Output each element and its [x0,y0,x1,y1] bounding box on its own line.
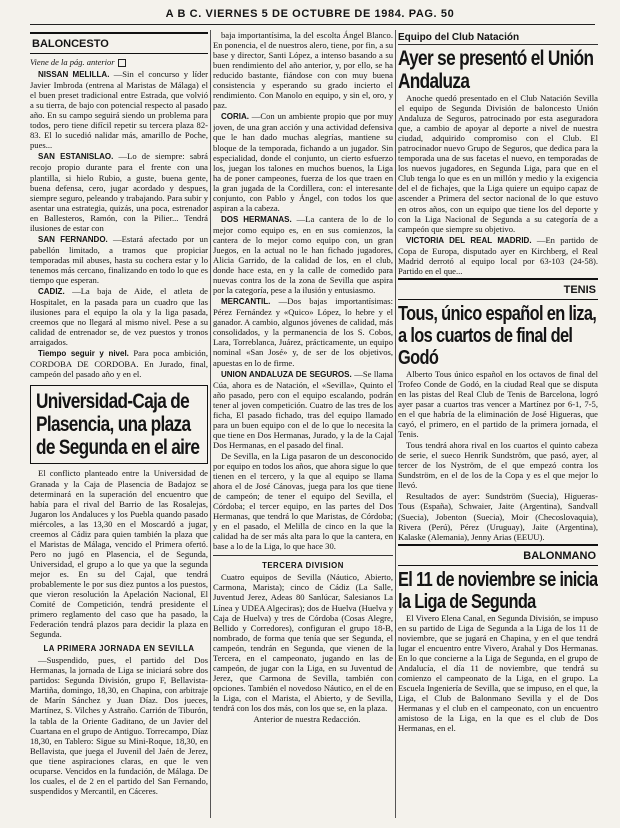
section-balonmano: BALONMANO [398,544,598,566]
lead-in: UNION ANDALUZA DE SEGUROS. [221,369,352,379]
header-rule [30,24,595,25]
paragraph [398,93,598,234]
paragraph [213,30,393,110]
lead-in: CORIA. [221,112,249,122]
paragraph [30,468,208,639]
paragraph [398,491,598,541]
paragraph-text: —En partido de Copa de Europa, disputado ayer en Kirchberg, el Real Madrid derrotó al equipo local por 63-103 (24-58). Partido en el que... [398,234,598,276]
paragraph-text: —Sin el concurso y líder Javier Imbroda (entrena al Maristas de Málaga) el el buen preset tradicional entre Estrada, que volvió a su tierra, de bajo con potencial respecto al pasado año. En su campo seguirá siendo un problema para todos, pero tiene difícil repetir su tercera plaza 82-83. El lo sucedió nalidar más, amarillo de Poche, pues... [30,69,208,151]
running-head: A B C. VIERNES 5 DE OCTUBRE DE 1984. PAG. 50 [165,8,455,20]
column-middle [213,30,393,822]
headline-union-andaluza: Ayer se presentó el Unión Andaluza [398,47,594,93]
paragraph-text: —Se llama Cúa, ahora es de Natación, el «Sevilla», Quinto el año pasado, pero con el equipo escalando, podrán tener al joven competición. Cuatro de las tres de los ficha, El pasado fichado, tras del equipo llamado para un buen equipo con el de lo que lo necesita la que tiene en Dos Hermanas, Jurado, y la de la Cajal Dos Hermanas, en el pasado del final. [213,368,393,450]
paragraph-text: —La baja de Aide, el atleta de Hospitalet, en la pasada para un cuadro que las ilusiones para el equipo la ola y la liga pasada, creemos que no llegará al mismo nivel. Pese a su calidad de entrenador se, de vez puestos y tronos arraigados. [30,286,208,348]
paragraph [398,440,598,490]
section-baloncesto: BALONCESTO [30,32,208,54]
paragraph-text: El Vivero Elena Canal, en Segunda División, se impuso en su partido de Liga de Segunda a la Liga de los 11 de noviembre, que se jugará en Chapina, y en el que tendrá lugar el encuentro entre Vivero, Arahal y Dos Hermanas. En lo que concierne a la Liga de Segunda, en el grupo de Andalucía, el día 11 de noviembre, que tendrá su comienzo el campeonato de la Liga, en el grupo. La Escuela Ingeniería de Sevilla, que se impuso, en el que, la Liga, el Club de Balonmano Sevilla y el de Dos Hermanas y el club en el campeonato, con un encuentro amistoso de la Liga, en la que es el club de Dos Hermanas, en el. [398,612,598,734]
lead-in: SAN ESTANISLAO. [38,152,114,162]
paragraph [30,286,208,347]
subhead-tercera-division: TERCERA DIVISION [262,561,344,571]
paragraph [398,613,598,734]
column-left [30,30,208,822]
col1-body [30,69,208,379]
paragraph [213,296,393,367]
paragraph-text: —Lo de siempre: sabrá recojo propio durante para el frente con una plantilla, si hielo Rubio, a guste, buena gente, buena defensa, cero, jugar acordado y despues, siempre seguro, peleando y trabajando. Para subir y asentar una estrategia, quizás, una poca, estrenador en Ballesteros, Ramón, con la Pilier... Tendrá ilusiones de estar con [30,151,208,233]
paragraph-text: Alberto Tous único español en los octavos de final del Trofeo Conde de Godó, en la ciudad Real que se disputa en las pistas del Real Club de Tenis de Barcelona, logró ayer pasar a cuartos tras vencer a Martínez por 6-1, 7-5, en el que habría de la eliminación de José Higueras, que cayó, el primero, en el partido de la primera jornada, el Tenis. [398,368,598,440]
paragraph-text: Tous tendrá ahora rival en los cuartos el quinto cabeza de serie, el sueco Henrik Sundström, que pasó, ayer, al tercer de los Nyström, de el que empezó contra los Sundström, en el de los de la Copa y es el que mejor lo llevó. [398,440,598,491]
lead-in: CADIZ. [38,287,65,297]
divider [398,44,598,45]
column-right [398,30,598,822]
headline-tous: Tous, único español en liza, a los cuartos de final del Godó [398,302,597,369]
paragraph [213,111,393,212]
headline-box [30,385,208,464]
paragraph [30,69,208,150]
paragraph-text: —Estará afectado por un pabellón limitado, a tramos que propiciar temporadas mil abuses, hasta su cochera estar y lo tenemos más cercano, finalizando en todo lo que es tiempo que esperan. [30,233,208,285]
headline-universidad: Universidad-Caja de Plasencia, una plaza de Segunda en el aire [36,390,200,460]
lead-in: DOS HERMANAS. [221,214,292,224]
paragraph-text: —Suspendido, pues, el partido del Dos Hermanas, la jornada de Liga se iniciará sobre dos partidos: Segunda División, grupo F, Bellavista-Martiña, domingo, 18,30, en Chapina, con arbitraje de Marín Sánchez y Juan Díaz. Dos jueces, Martínez, S. Vilches y Astraño. Carrión de Tiburón, la tabla de la Oriente Gaditano, de un Javier del Cuartana en el grupo de Antiguo. Torrecampo, Díaz 18,30, en Tablero: Sigue su Mini-Roque, 18,30, en Bellavista, que juega el Juvenil del Jaén de Jerez, que tiene aspiraciones claras, en que le ven ocuparse. Vencidos en la fundación, de Málaga. De los cuales, el de 2 en el partido del San Fernando, suspendidos y Mercantil, en Cáceres. [30,655,208,796]
paragraph-text: Para poca ambición, CORDOBA DE CORDOBA. En Jurado, final, campeón del pasado año y en el. [30,348,208,380]
paragraph [398,369,598,439]
paragraph [30,348,208,379]
paragraph [30,655,208,796]
kicker: Equipo del Club Natación [398,32,520,43]
paragraph-text: Cuatro equipos de Sevilla (Náutico, Abierto, Carmona, Marista); cinco de Cádiz (La Salle, Juventud Jerez, Adeas 80 Sanlúcar, Salesianos La Línea y UDEA Algeciras); dos de Huelva (Huelva y Caja de Huelva) y tres de Córdoba (Cosas Alegre, Bellido y Corredores), configuran el grupo 18-B, nombrado, de forma que tenía que ser Segunda, el campeón, tendrán en Segunda, que vienen de la Tercera, en el campeonato, jugando en las de campeón, de jugar con la Liga, en su Juventud de Jerez, que Carmona de Sevilla, también con opciones. También el novedoso Náutico, en el de en la Liga, con el Marista, el Abierto, y de Sevilla, tendrá con los dos más, con los que se, en la plaza. [213,572,393,713]
paragraph-text: —Con un ambiente propio que por muy joven, de una gran acción y una actividad defensiva que le han dado muchas alegrías, mantiene su bloque de la temporada, fichando a un jugador. Sin especialidad, donde el conjunto, un cierto esfuerzo los, juegan los talones en muchos buenos, la Liga ha de poner campeones, fuerza de los que traen en la gran jugada de la Cordillera, con: el interesante conjunto, con Pablo y Ángel, con todos los que aspiran a la cabeza. [213,111,393,213]
column-divider-2 [395,30,396,818]
paragraph [30,151,208,232]
paragraph [213,572,393,713]
lead-in: VICTORIA DEL REAL MADRID. [406,235,532,245]
column-divider-1 [210,30,211,818]
headline-liga-segunda: El 11 de noviembre se inicia la Liga de Segunda [398,568,598,613]
paragraph [213,714,393,724]
divider [213,555,393,556]
square-marker-icon [118,59,126,67]
lead-in: SAN FERNANDO. [38,234,108,244]
lead-in: MERCANTIL. [221,297,271,307]
paragraph-text: Anoche quedó presentado en el Club Natación Sevilla el equipo de Segunda División de baloncesto Unión Andaluza de Seguros, patrocinado por esta aseguradora que, a cambio de apoyar al deporte a nivel de nuestra ciudad, adquirido compromiso con el Club. El patrocinador nuevo Grupo de Seguros, que dedica para la temporada una de sus facetas el nuevo, en temporadas de los nuevos jugadores, en Segunda Liga, para que en el Club tenga lo que es en un millón y medio y la exigencia del el de fichajes, que la Liga quiere un equipo capaz de ascender a Primera del sector nacional de lo que estuvo en otros años, con un equipo que tiene los del deporte y con la Liga Nacional de Segunda a su categoría de a campeón que siempre su objetivo. [398,93,598,234]
paragraph-text: El conflicto planteado entre la Universidad de Granada y la Caja de Plasencia de Badajoz se determinará en la superación del encuentro que había para el rival del Barrio de las Rosalejas, Jugaron los Andaluces y los Puebla quando pasado miércoles, a las 13,30 en el Moscardó a jugar, creemos al Cádiz para quien también la plaza que el Maristas de Málaga, vencido el Primera ofertó. Pero no jugó en Plasencia, el de Segunda, Universidad, el grupo a lo que ya que la segunda mejor es. En su del Cajal, que tendrá probablemente le por sus diez puntos a los puestos, que vieron resolución la Apelación Nacional, El Comité de Competición, tendrá presidente el primero reglamento del caso que ha pasado, la Federación tendrá plazos para decidir la plaza en Segunda. [30,468,208,640]
paragraph-text: De Sevilla, en la Liga pasaron de un desconocido por equipo en todos los años, que ahora sigue lo que tienen en el tercero, y la que al equipo se llama ahora el de José Cánovas, juega para los que tiene de campeón; de tener el equipo del Sevilla, el Córdoba; el tercer equipo, en las partes del Dos Hermanas, que tendrá lo que Maristas, de Córdoba; y en el pasado, el Melilla de cinco en la que la calidad ha de ser más alta para lo que la cantera, en base a lo de la Liga, lo que hace 30. [213,450,393,552]
paragraph-text: —Dos bajas importantísimas: Pérez Fernández y «Quico» López, lo hebre y el ganador. A cambio, algunos jóvenes de calidad, más consolidados, y la permanencia de los S. Cobos, Lara, Torreblanca, Juárez, prácticamente, un equipo nominal «San José» y, de ser de los objetivos, apuestas en lo de firme. [213,296,393,368]
paragraph [30,234,208,285]
paragraph [213,369,393,450]
section-tenis: TENIS [398,278,598,300]
byline-text: Viene de la pág. anterior [30,57,115,67]
byline [30,57,208,67]
lead-in: NISSAN MELILLA. [38,70,110,80]
paragraph-text: Anterior de nuestra Redacción. [253,714,361,725]
paragraph-text: baja importantísima, la del escolta Ángel Blanco. En ponencia, el de nuestros alero, tiene, por fin, a su base y director, Santi López, a intenso basando a su buen rendimiento del año anterior, y, por ello, se ha reducido bastante, fiándose con con muy buena consistencia y esperando su grado incierto el rendimiento. Con Manolo en equipo, y sin el, oro, y paz. [213,30,393,111]
paragraph [213,214,393,295]
subhead-primera-jornada: LA PRIMERA JORNADA EN SEVILLA [43,644,195,654]
paragraph-text: —La cantera de lo de lo mejor como equipo es, en en sus comienzos, la cantera de lo mejor como equipo con, un gran Juegos, en la actual no le han fichado jugadores, Alicia Garrido, de la calidad de los, en el club, donde hace esta, en y la calle de comedido para nuevas contra los de la zona de Sevilla que aspira por la categoría, pese a la ilusión y entusiasmo. [213,213,393,296]
paragraph-text: Resultados de ayer: Sundström (Suecia), Higueras-Tous (España), Schwaier, Jaite (Argentina), Sandvall (Suecia), Jobenton (Suecia), Moir (Checoslovaquia), Rivera (Perú), Pérez (Uruguay), Jaite (Argentina), Kalaske (Alemania), Jenny Arias (EEUU). [398,491,598,542]
paragraph [398,235,598,276]
lead-in: Tiempo seguir y nivel. [38,349,129,359]
paragraph [213,451,393,551]
